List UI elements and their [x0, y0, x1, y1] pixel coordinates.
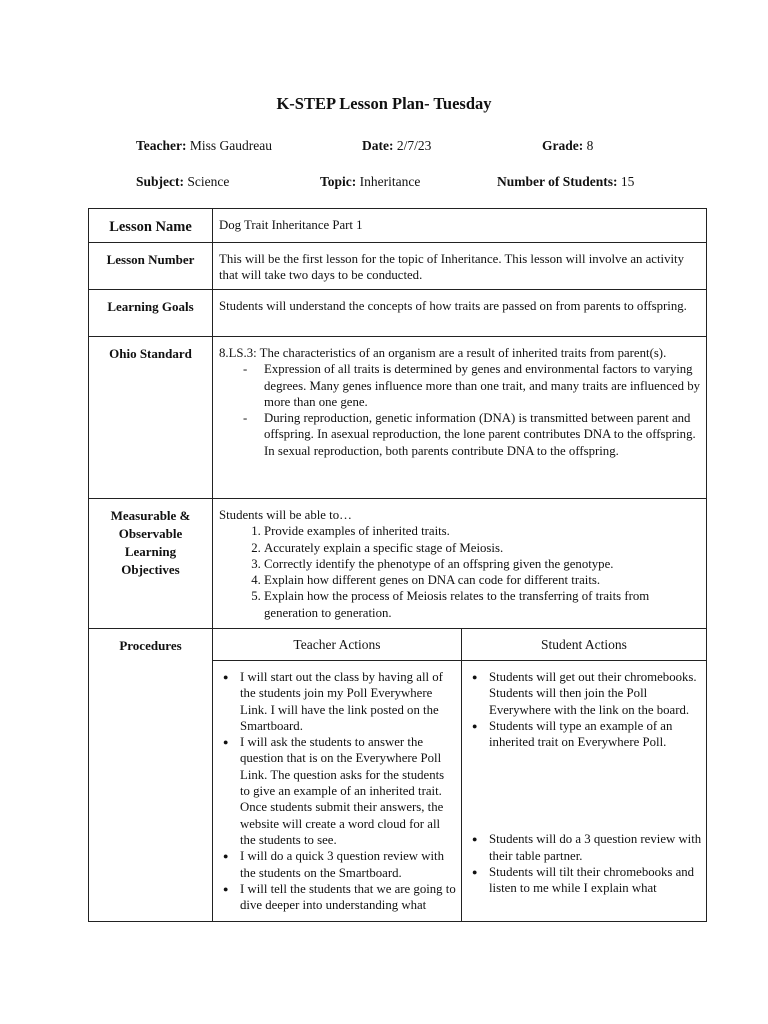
- topic-field: Topic: Inheritance: [320, 174, 421, 189]
- teacher-actions-cell: [213, 661, 462, 922]
- list-item: ● I will start out the class by having all of the students join my Poll Everywhere Link. I will have the link posted on the Smartboard.: [240, 669, 457, 734]
- lesson-name-label: Lesson Name: [89, 209, 213, 243]
- student-actions-header: Student Actions: [462, 629, 707, 661]
- list-item: ● I will tell the students that we are going to dive deeper into understanding what: [240, 881, 457, 914]
- lesson-name-value: Dog Trait Inheritance Part 1: [213, 209, 707, 243]
- list-item: 1. Provide examples of inherited traits.: [264, 523, 700, 539]
- lesson-plan-table: [88, 208, 707, 922]
- objectives-list: [219, 523, 700, 621]
- objectives-label: Measurable & Observable Learning Objectives: [89, 499, 213, 629]
- grade-value: 8: [586, 138, 594, 153]
- date-value: 2/7/23: [396, 138, 432, 153]
- student-actions-list: [466, 669, 702, 750]
- ohio-standard-label: Ohio Standard: [89, 337, 213, 499]
- students-field: Number of Students: 15: [497, 174, 635, 189]
- list-item: ● I will ask the students to answer the question that is on the Everywhere Poll Link. The question asks for the students to give an example of an inherited trait. Once students submit their answers, the website will create a word cloud for all the students to see.: [240, 734, 457, 848]
- list-item: - During reproduction, genetic information (DNA) is transmitted between parent and offspring. In asexual reproduction, the lone parent contributes DNA to the offspring. In sexual reproduction, both parents contribute DNA to the offspring.: [264, 410, 700, 459]
- teacher-value: Miss Gaudreau: [189, 138, 272, 153]
- objectives-intro: Students will be able to…: [219, 508, 352, 522]
- subject-field: Subject: Science: [136, 174, 230, 189]
- students-value: 15: [620, 174, 635, 189]
- learning-goals-label: Learning Goals: [89, 290, 213, 337]
- objectives-row: [89, 499, 707, 629]
- teacher-actions-header: Teacher Actions: [213, 629, 462, 661]
- grade-field: Grade: 8: [542, 138, 594, 153]
- ohio-standard-value: [213, 337, 707, 499]
- student-actions-list-2: [466, 831, 702, 896]
- learning-goals-value: Students will understand the concepts of how traits are passed on from parents to offspring.: [213, 290, 707, 337]
- date-field: Date: 2/7/23: [362, 138, 432, 153]
- topic-value: Inheritance: [359, 174, 421, 189]
- list-item: ● Students will get out their chromebooks. Students will then join the Poll Everywhere with the link on the board.: [489, 669, 702, 718]
- ohio-standard-list: [219, 361, 700, 459]
- student-actions-cell: [462, 661, 707, 922]
- list-item: 3. Correctly identify the phenotype of an offspring given the genotype.: [264, 556, 700, 572]
- objectives-value: [213, 499, 707, 629]
- ohio-standard-row: [89, 337, 707, 499]
- lesson-number-row: [89, 243, 707, 290]
- list-item: 2. Accurately explain a specific stage of Meiosis.: [264, 540, 700, 556]
- teacher-field: Teacher: Miss Gaudreau: [136, 138, 272, 153]
- list-item: ● Students will type an example of an inherited trait on Everywhere Poll.: [489, 718, 702, 751]
- list-item: ● Students will do a 3 question review with their table partner.: [489, 831, 702, 864]
- lesson-number-label: Lesson Number: [89, 243, 213, 290]
- procedures-label: Procedures: [89, 629, 213, 922]
- spacer: [466, 750, 702, 831]
- page-title: K-STEP Lesson Plan- Tuesday: [276, 94, 492, 113]
- teacher-actions-list: [217, 669, 457, 913]
- subject-value: Science: [187, 174, 230, 189]
- list-item: 4. Explain how different genes on DNA can code for different traits.: [264, 572, 700, 588]
- ohio-standard-intro: 8.LS.3: The characteristics of an organism are a result of inherited traits from parent(s).: [219, 346, 667, 360]
- learning-goals-row: [89, 290, 707, 337]
- list-item: 5. Explain how the process of Meiosis relates to the transferring of traits from generation to generation.: [264, 588, 700, 621]
- list-item: ● Students will tilt their chromebooks and listen to me while I explain what: [489, 864, 702, 897]
- procedures-header-row: [89, 629, 707, 661]
- lesson-name-row: [89, 209, 707, 243]
- list-item: ● I will do a quick 3 question review with the students on the Smartboard.: [240, 848, 457, 881]
- list-item: - Expression of all traits is determined by genes and environmental factors to varying degrees. Many genes influence more than one trait, and many traits are influenced by more than one gene.: [264, 361, 700, 410]
- lesson-number-value: This will be the first lesson for the topic of Inheritance. This lesson will involve an activity that will take two days to be conducted.: [213, 243, 707, 290]
